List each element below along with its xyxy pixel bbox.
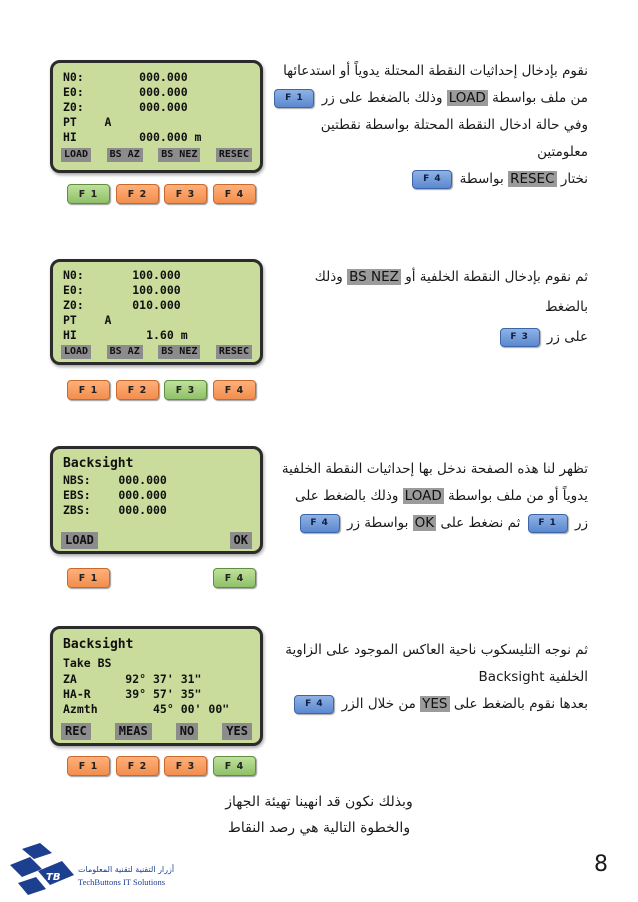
softkey-meas[interactable]: MEAS	[115, 723, 152, 740]
f3-button[interactable]: F 3	[164, 380, 207, 400]
f4-key-inline: F 4	[294, 695, 334, 714]
screen-line: ZBS: 000.000	[63, 503, 167, 517]
text: ثم نضغط على	[440, 515, 521, 531]
f3-key-inline: F 3	[500, 328, 540, 347]
logo-mark-text: TB	[46, 872, 61, 883]
screen-line: EBS: 000.000	[63, 488, 167, 502]
highlight-load: LOAD	[448, 90, 486, 106]
text: وذلك بالضغط على زر	[321, 90, 443, 106]
paragraph-line	[268, 322, 588, 352]
paragraph-line	[268, 483, 588, 510]
softkey-resec[interactable]: RESEC	[216, 148, 252, 162]
paragraph-1	[268, 58, 588, 193]
softkey-yes[interactable]: YES	[222, 723, 252, 740]
paragraph-line: وفي حالة ادخال النقطة المحتلة بواسطة نقطتين معلومتين	[320, 117, 588, 160]
text: من ملف بواسطة	[492, 90, 588, 106]
screen-line: PT A	[63, 313, 112, 327]
text: بعدها نقوم بالضغط على	[453, 696, 588, 712]
softkey-bs-nez[interactable]: BS NEZ	[158, 345, 200, 359]
f1-button[interactable]: F 1	[67, 756, 110, 776]
text: نختار	[560, 171, 588, 187]
f1-button[interactable]: F 1	[67, 568, 110, 588]
logo-mark-icon	[8, 843, 78, 895]
f4-button[interactable]: F 4	[213, 184, 256, 204]
f2-button[interactable]: F 2	[116, 184, 159, 204]
f3-button[interactable]: F 3	[164, 756, 207, 776]
text: بواسطة زر	[346, 515, 409, 531]
screen-line: Z0: 000.000	[63, 100, 188, 114]
instrument-screen-4	[50, 626, 263, 746]
highlight-yes: YES	[422, 696, 448, 712]
screen-line: Azmth 45° 00' 00"	[63, 702, 230, 716]
screen-line: N0: 000.000	[63, 70, 188, 84]
f4-button[interactable]: F 4	[213, 380, 256, 400]
instrument-screen-3	[50, 446, 263, 554]
text: بواسطة	[459, 171, 504, 187]
highlight-load: LOAD	[404, 488, 442, 504]
screen-line: HA-R 39° 57' 35"	[63, 687, 202, 701]
text: وذلك بالضغط	[314, 269, 588, 315]
screen-line: ZA 92° 37' 31"	[63, 672, 202, 686]
softkey-ok[interactable]: OK	[230, 532, 252, 549]
closing-line-2: والخطوة التالية هي رصد النقاط	[227, 820, 411, 836]
text: ثم نقوم بإدخال النقطة الخلفية أو	[405, 269, 588, 285]
softkey-rec[interactable]: REC	[61, 723, 91, 740]
logo-english: TechButtons IT Solutions	[78, 877, 166, 887]
text: على زر	[546, 329, 588, 345]
softkey-load[interactable]: LOAD	[61, 148, 91, 162]
f4-button[interactable]: F 4	[213, 568, 256, 588]
screen-line: HI 000.000 m	[63, 130, 202, 144]
f1-key-inline: F 1	[528, 514, 568, 533]
screen-line: Take BS	[63, 656, 112, 670]
f3-button[interactable]: F 3	[164, 184, 207, 204]
softkey-load[interactable]: LOAD	[61, 532, 98, 549]
f2-button[interactable]: F 2	[116, 756, 159, 776]
paragraph-line	[268, 85, 588, 112]
screen-line: Z0: 010.000	[63, 298, 181, 312]
softkey-bs-az[interactable]: BS AZ	[107, 345, 143, 359]
screen-line: N0: 100.000	[63, 268, 181, 282]
f4-button[interactable]: F 4	[213, 756, 256, 776]
highlight-bs-nez: BS NEZ	[349, 269, 399, 285]
paragraph-line: ثم نوجه التليسكوب ناحية العاكس الموجود على الزاوية	[285, 642, 588, 658]
softkey-resec[interactable]: RESEC	[216, 345, 252, 359]
page-number: 8	[594, 852, 608, 877]
paragraph-line	[268, 262, 588, 322]
f4-key-inline: F 4	[300, 514, 340, 533]
screen-line: E0: 100.000	[63, 283, 181, 297]
softkey-bs-nez[interactable]: BS NEZ	[158, 148, 200, 162]
screen-line: NBS: 000.000	[63, 473, 167, 487]
softkey-no[interactable]: NO	[176, 723, 198, 740]
paragraph-line	[268, 691, 588, 718]
text: من خلال الزر	[341, 696, 416, 712]
paragraph-2	[268, 262, 588, 352]
paragraph-line: تظهر لنا هذه الصفحة ندخل بها إحداثيات النقطة الخلفية	[281, 461, 588, 477]
screen-title: Backsight	[63, 456, 134, 471]
screen-title: Backsight	[63, 637, 134, 652]
instrument-screen-2	[50, 259, 263, 365]
text: وذلك بالضغط على	[294, 488, 399, 504]
highlight-resec: RESEC	[510, 171, 555, 187]
f2-button[interactable]: F 2	[116, 380, 159, 400]
paragraph-line: نقوم بإدخال إحداثيات النقطة المحتلة يدوياً أو استدعائها	[283, 63, 588, 79]
softkey-load[interactable]: LOAD	[61, 345, 91, 359]
screen-line: PT A	[63, 115, 112, 129]
paragraph-line: الخلفية Backsight	[478, 669, 588, 685]
f1-button[interactable]: F 1	[67, 380, 110, 400]
paragraph-line	[268, 510, 588, 537]
text: زر	[574, 515, 588, 531]
closing-line-1: وبذلك نكون قد انهينا تهيئة الجهاز	[225, 794, 413, 810]
screen-line: HI 1.60 m	[63, 328, 188, 342]
highlight-ok: OK	[414, 515, 435, 531]
f1-key-inline: F 1	[274, 89, 314, 108]
f1-button[interactable]: F 1	[67, 184, 110, 204]
company-logo	[8, 843, 175, 898]
f4-key-inline: F 4	[412, 170, 452, 189]
logo-arabic: أزرار التقنية لتقنية المعلومات	[78, 865, 175, 874]
softkey-bs-az[interactable]: BS AZ	[107, 148, 143, 162]
text: يدوياً أو من ملف بواسطة	[448, 488, 588, 504]
screen-line: E0: 000.000	[63, 85, 188, 99]
instrument-screen-1	[50, 60, 263, 173]
paragraph-3	[268, 456, 588, 537]
paragraph-4	[268, 637, 588, 718]
paragraph-line	[268, 166, 588, 193]
